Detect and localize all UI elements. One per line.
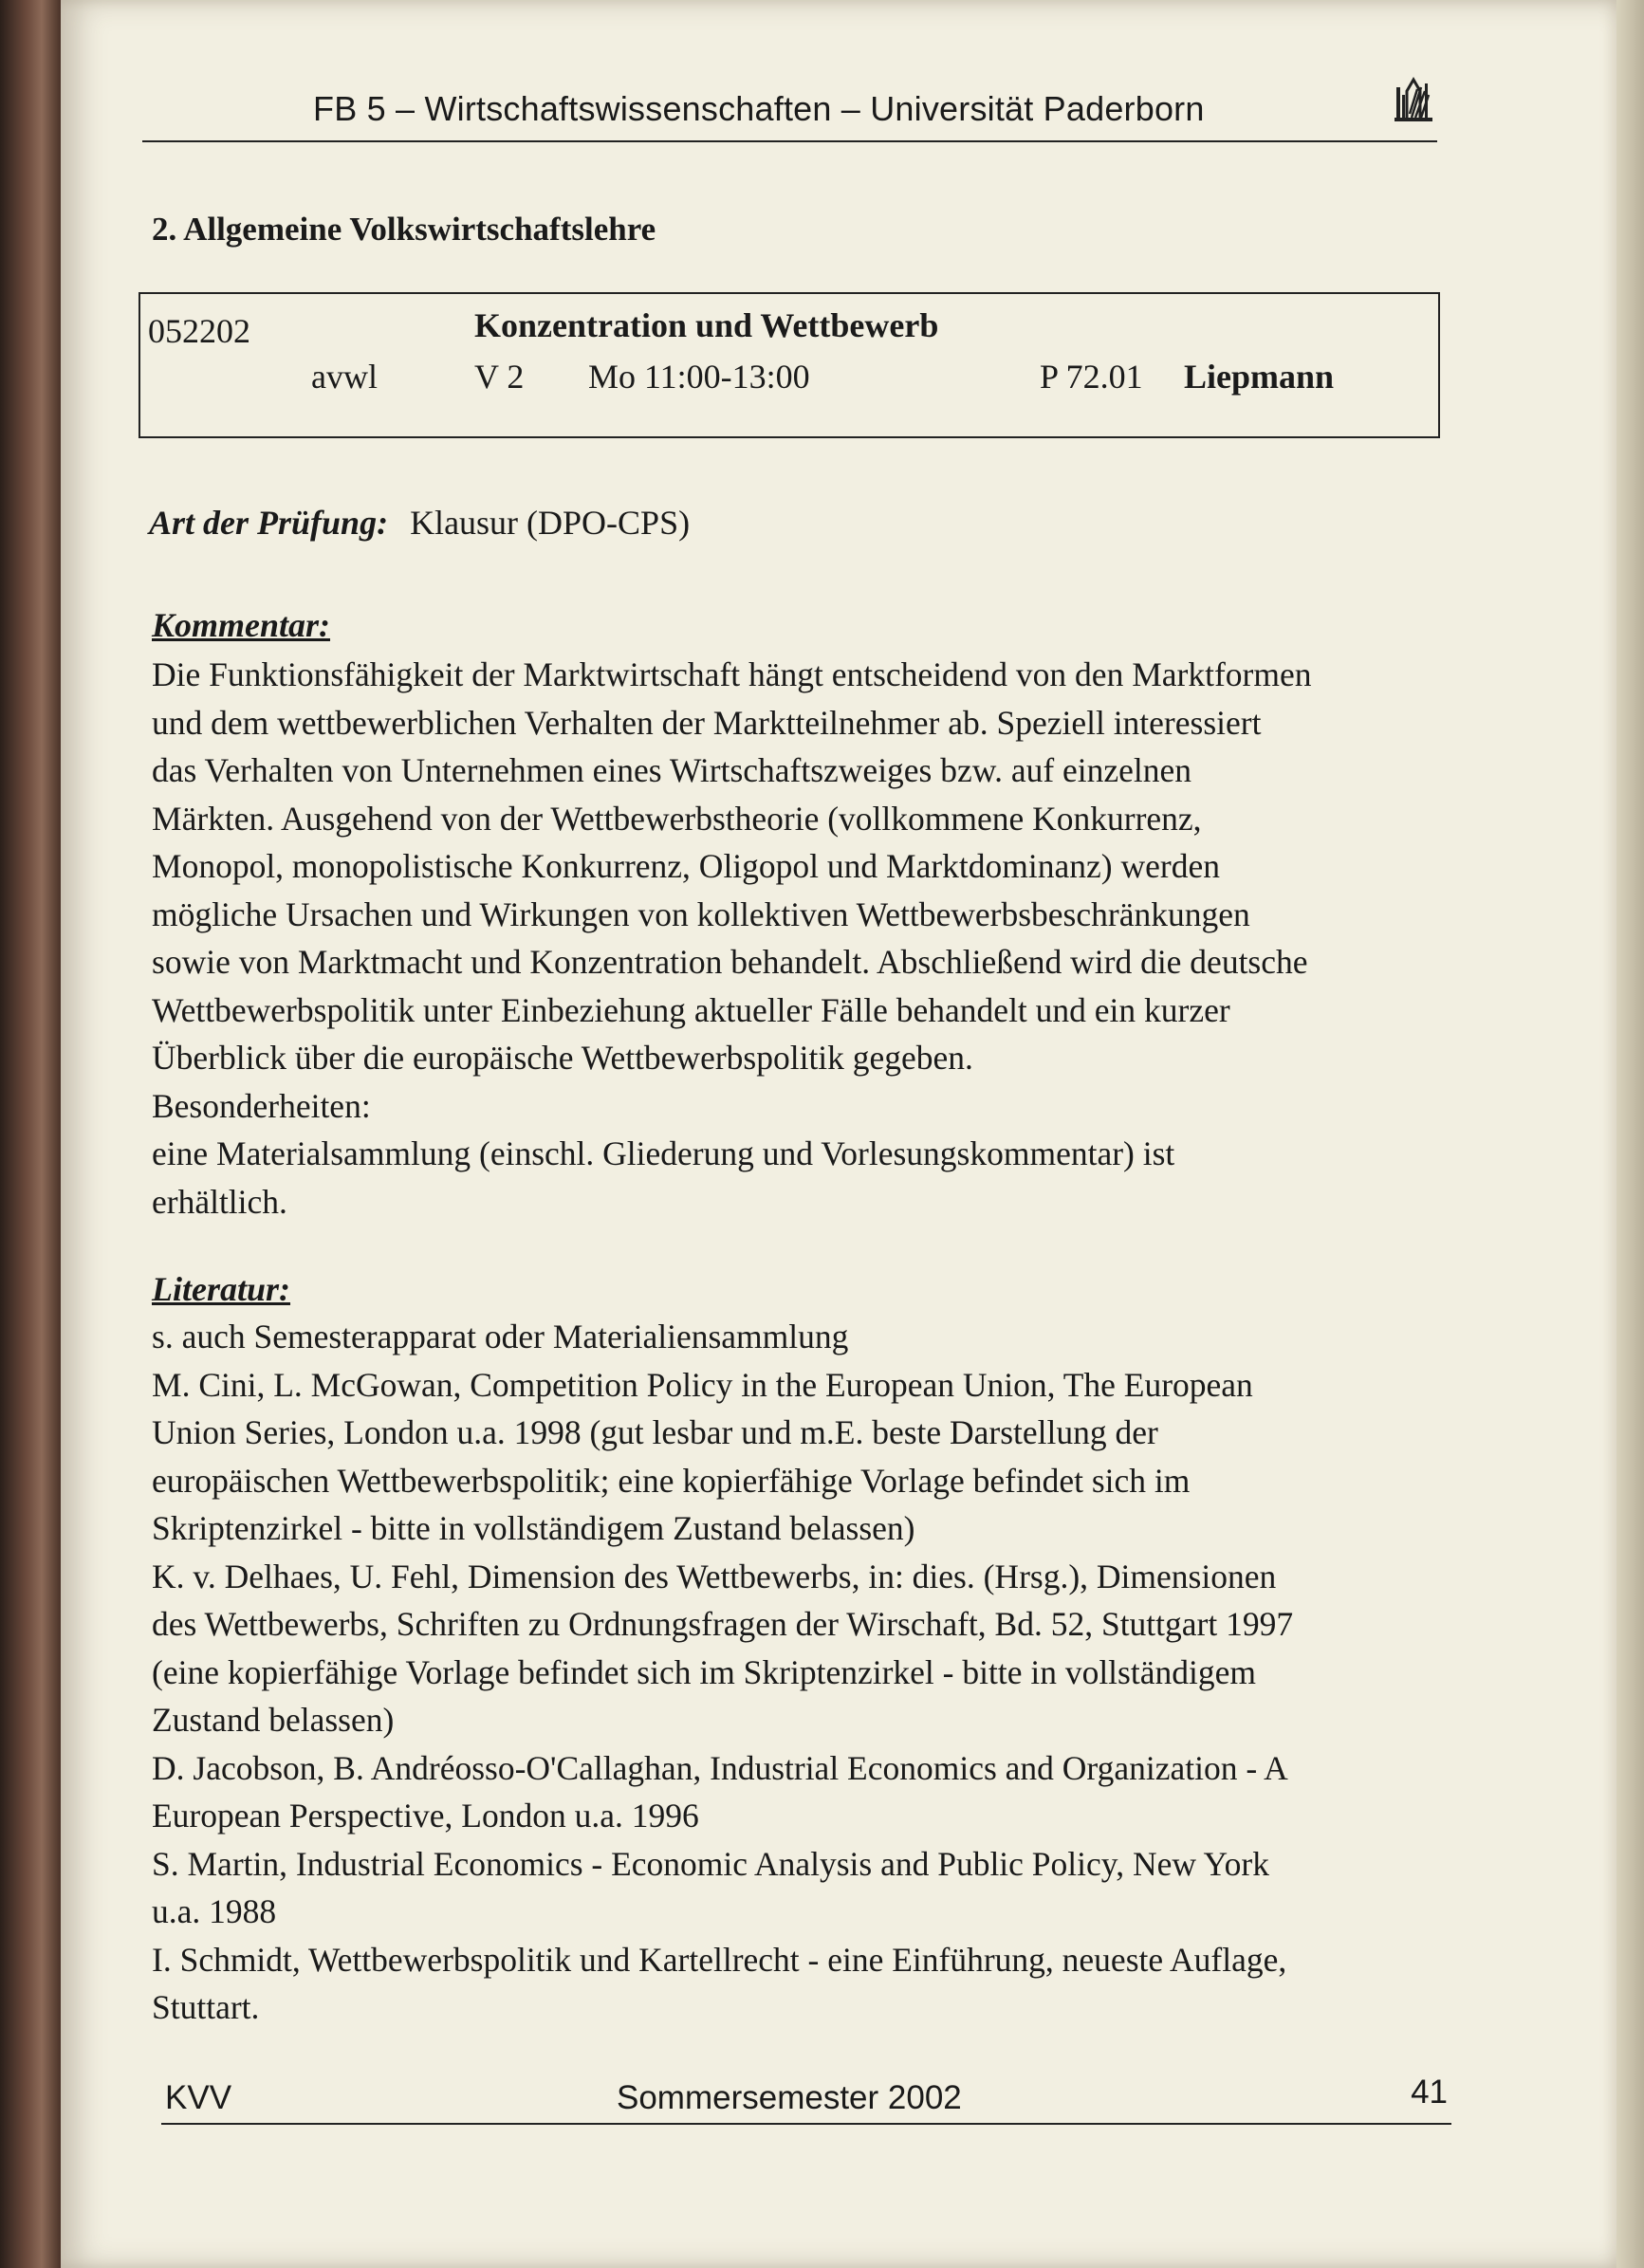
literature-line: Skriptenzirkel - bitte in vollständigem Zustand belassen) [152,1509,915,1547]
course-type: V 2 [474,358,525,396]
literature-line: (eine kopierfähige Vorlage befindet sich im Skriptenzirkel - bitte in vollständigem [152,1652,1256,1691]
literature-line: s. auch Semesterapparat oder Materialiensammlung [152,1318,849,1355]
comment-section [152,603,1428,1226]
course-number: 052202 [148,312,250,350]
comment-line: Märkten. Ausgehend von der Wettbewerbstheorie (vollkommene Konkurrenz, [152,799,1202,838]
literature-heading: Literatur: [152,1270,291,1308]
comment-line: Wettbewerbspolitik unter Einbeziehung aktueller Fälle behandelt und ein kurzer [152,990,1230,1029]
literature-line: Union Series, London u.a. 1998 (gut lesbar und m.E. beste Darstellung der [152,1413,1158,1451]
comment-line: sowie von Marktmacht und Konzentration behandelt. Abschließend wird die deutsche [152,943,1308,981]
literature-line: S. Martin, Industrial Economics - Economic Analysis and Public Policy, New York [152,1844,1269,1883]
page-number: 41 [1411,2074,1448,2111]
comment-line: Überblick über die europäische Wettbewerbspolitik gegeben. [152,1039,973,1077]
footer-left: KVV [165,2079,232,2116]
comment-text [152,651,1428,1226]
literature-line: M. Cini, L. McGowan, Competition Policy in the European Union, The European [152,1365,1253,1404]
exam-row [149,503,690,543]
course-time: Mo 11:00-13:00 [588,358,810,396]
comment-line: und dem wettbewerblichen Verhalten der Marktteilnehmer ab. Speziell interessiert [152,703,1262,742]
course-info-box [139,292,1440,438]
comment-line: Monopol, monopolistische Konkurrenz, Oligopol und Marktdominanz) werden [152,847,1220,885]
literature-line: European Perspective, London u.a. 1996 [152,1797,699,1835]
literature-line: europäischen Wettbewerbspolitik; eine kopierfähige Vorlage befindet sich im [152,1461,1191,1500]
special-line: eine Materialsammlung (einschl. Gliederung und Vorlesungskommentar) ist [152,1134,1175,1172]
comment-line: Die Funktionsfähigkeit der Marktwirtschaft hängt entscheidend von den Marktformen [152,655,1312,693]
literature-line: K. v. Delhaes, U. Fehl, Dimension des Wettbewerbs, in: dies. (Hrsg.), Dimensionen [152,1557,1277,1595]
course-lecturer: Liepmann [1184,358,1335,396]
literature-line: Stuttart. [152,1988,260,2026]
page-edge [1616,0,1644,2268]
special-label: Besonderheiten: [152,1086,371,1125]
footer-semester: Sommersemester 2002 [617,2079,962,2116]
special-line: erhältlich. [152,1182,287,1221]
comment-heading: Kommentar: [152,606,331,644]
exam-label: Art der Prüfung: [149,504,389,542]
literature-line: I. Schmidt, Wettbewerbspolitik und Kartellrecht - eine Einführung, neueste Auflage, [152,1940,1287,1979]
literature-list [152,1313,1428,2032]
course-title: Konzentration und Wettbewerb [474,306,939,344]
section-title: 2. Allgemeine Volkswirtschaftslehre [152,211,656,248]
university-logo-icon [1393,70,1434,125]
comment-line: mögliche Ursachen und Wirkungen von kollektiven Wettbewerbsbeschränkungen [152,894,1250,933]
page-footer [161,2074,1451,2125]
exam-value: Klausur (DPO-CPS) [410,504,691,542]
literature-line: Zustand belassen) [152,1701,395,1739]
header-title: FB 5 – Wirtschaftswissenschaften – Universität Paderborn [313,89,1205,128]
literature-line: u.a. 1988 [152,1892,277,1930]
literature-section [152,1267,1428,2032]
course-room: P 72.01 [1040,358,1143,396]
course-area: avwl [311,358,378,396]
literature-line: des Wettbewerbs, Schriften zu Ordnungsfragen der Wirschaft, Bd. 52, Stuttgart 1997 [152,1605,1294,1643]
page-header [142,87,1437,142]
literature-line: D. Jacobson, B. Andréosso-O'Callaghan, Industrial Economics and Organization - A [152,1748,1288,1787]
comment-line: das Verhalten von Unternehmen eines Wirtschaftszweiges bzw. auf einzelnen [152,751,1192,789]
